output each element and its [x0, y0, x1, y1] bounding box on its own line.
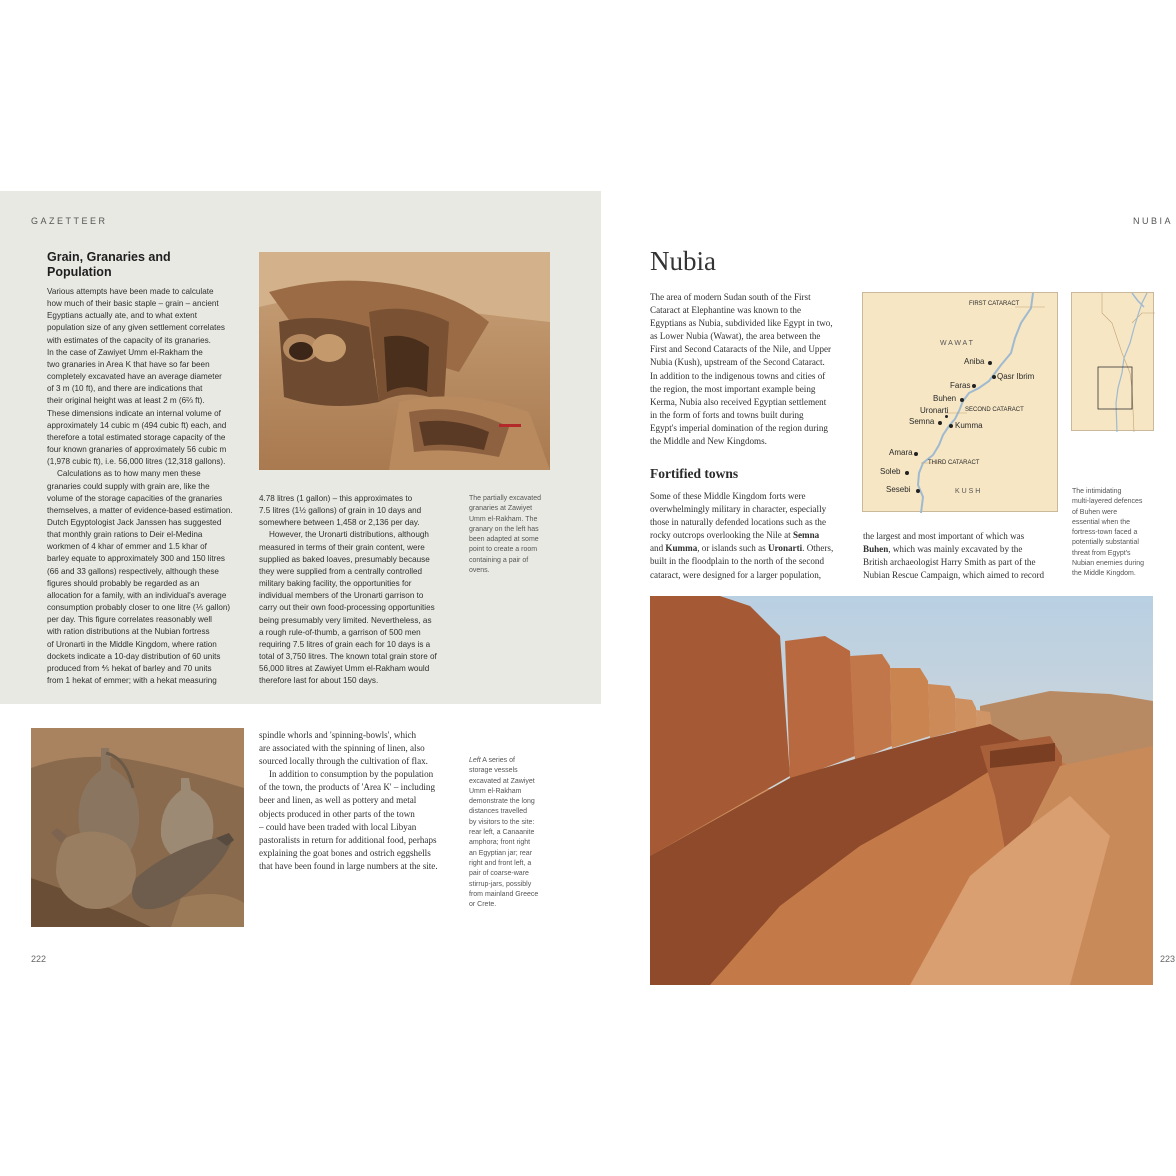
text-line: supplied as baked loaves, presumably because — [259, 554, 430, 564]
caption-line: point to create a room — [469, 546, 538, 554]
text-line: carry out their own food-processing opportunities — [259, 603, 435, 613]
intro-text — [650, 291, 855, 448]
text-line: in the form of forts and towns built during — [650, 409, 804, 420]
text-line: cataract, were designed for a larger population, — [650, 569, 822, 580]
vessels-photo — [31, 728, 244, 927]
map-dot-sesebi — [916, 489, 920, 493]
caption-line: multi-layered defences — [1072, 498, 1143, 506]
text-line: from 1 hekat of emmer; with a hekat measuring — [47, 676, 217, 685]
place-uronarti: Uronarti — [767, 543, 803, 554]
map-label-first-cataract: FIRST CATARACT — [969, 301, 1020, 307]
caption-line: containing a pair of — [469, 556, 529, 564]
text-line: therefore last for about 150 days. — [259, 676, 379, 686]
text-line: completely excavated have an average diameter — [47, 372, 222, 382]
caption-line: rear left, a Canaanite — [469, 829, 535, 837]
body-col-left — [259, 729, 464, 873]
caption-line: the Middle Kingdom. — [1072, 570, 1136, 578]
locator-map — [1071, 292, 1154, 431]
caption-line: from mainland Greece — [469, 890, 539, 898]
text-line: spindle whorls and 'spinning-bowls', which — [259, 730, 417, 740]
text-line: Nubia (Kush), upstream of the Second Cataract. — [650, 357, 825, 368]
caption-line: potentially substantial — [1072, 539, 1139, 547]
text-line: being presumably very limited. Nevertheless, as — [259, 615, 432, 625]
sidebar-title — [47, 250, 171, 280]
caption-line: distances travelled — [469, 808, 527, 816]
map-dot-qasr-ibrim — [992, 375, 996, 379]
text-line: how much of their basic staple – grain – ancient — [47, 299, 219, 309]
text-line: Nubian Rescue Campaign, which aimed to record — [863, 570, 1045, 581]
running-head-right: NUBIA — [1133, 216, 1174, 226]
map-dot-kumma — [949, 424, 953, 428]
sidebar-title-line1: Grain, Granaries and — [47, 250, 171, 264]
text-line: However, the Uronarti distributions, although — [269, 530, 429, 540]
text-line: Some of these Middle Kingdom forts were — [650, 491, 806, 501]
text-line: In addition to consumption by the population — [269, 769, 434, 780]
text-line: volume of the storage capacities of the granaries — [47, 493, 223, 503]
caption-line: Nubian enemies during — [1072, 560, 1144, 568]
caption-line — [469, 756, 564, 766]
map-label-kumma: Kumma — [955, 421, 983, 430]
chapter-title: Nubia — [650, 246, 716, 276]
text-line: explaining the goat bones and ostrich eggshells — [259, 847, 431, 858]
map-dot-semna — [938, 421, 942, 425]
map-dot-amara — [914, 452, 918, 456]
text-line: 7.5 litres (1½ gallons) of grain in 10 days and — [259, 506, 422, 516]
text-line: overwhelmingly military in character, especially — [650, 504, 827, 515]
text-line: of 3 m (10 ft), and there are indications that — [47, 384, 203, 394]
sidebar-col1 — [47, 286, 252, 687]
text-line: sourced locally through the cultivation of flax. — [259, 756, 428, 767]
text-line: the largest and most important of which was — [863, 531, 1025, 541]
map-dot-uronarti — [945, 415, 948, 418]
map-dot-soleb — [905, 471, 909, 475]
caption-line: pair of coarse-ware — [469, 870, 529, 878]
text-line: Cataract at Elephantine was known to the — [650, 305, 802, 316]
caption-line: amphora; front right — [469, 839, 531, 847]
fortified-col2 — [863, 530, 1068, 582]
text-line: In addition to the indigenous towns and cities of — [650, 370, 826, 381]
caption-line: storage vessels — [469, 767, 518, 775]
text-line: of Uronarti in the Middle Kingdom, where ration — [47, 639, 217, 649]
caption-line: an Egyptian jar; rear — [469, 849, 533, 857]
text-line: those in naturally defended locations such as the — [650, 517, 827, 528]
caption-line: The intimidating — [1072, 488, 1122, 495]
text-line: Various attempts have been made to calculate — [47, 287, 214, 296]
text-line: pastoralists in return for additional food, perhaps — [259, 834, 437, 845]
text-line: 56,000 litres at Zawiyet Umm el-Rakham would — [259, 664, 430, 674]
text-part: . Others, — [802, 543, 834, 554]
text-line: with estimates of the capacity of its granaries. — [47, 335, 211, 345]
caption-text: A series of — [482, 757, 515, 764]
place-kumma: Kumma — [665, 543, 698, 554]
text-line: two granaries in Area K that have so far been — [47, 359, 210, 369]
buhen-fortress-photo — [650, 596, 1153, 985]
running-head-left: GAZETTEER — [31, 216, 108, 226]
text-line: dockets indicate a 10-day distribution of 60 units — [47, 651, 221, 661]
map-label-qasr-ibrim: Qasr Ibrim — [997, 372, 1035, 381]
text-part: , or islands such as — [697, 543, 768, 554]
text-line: workmen of 4 khar of emmer and 1.5 khar of — [47, 542, 207, 552]
text-part: , which was mainly excavated by the — [888, 544, 1023, 555]
text-line: with ration distributions at the Nubian fortress — [47, 627, 210, 637]
granaries-photo — [259, 252, 550, 470]
caption-line: by visitors to the site: — [469, 818, 535, 826]
text-line: Egyptians actually ate, and to what extent — [47, 311, 197, 321]
caption-line: Umm el-Rakham. The — [469, 515, 538, 523]
section-title: Fortified towns — [650, 466, 739, 481]
text-line: Dutch Egyptologist Jack Janssen has suggested — [47, 517, 222, 527]
text-line: Egyptians as Nubia, subdivided like Egypt in two, — [650, 318, 833, 329]
text-line: These dimensions indicate an internal volume of — [47, 408, 221, 418]
text-line: British archaeologist Harry Smith as part of the — [863, 557, 1036, 568]
caption-line: threat from Egypt's — [1072, 549, 1131, 557]
text-line: barley equate to approximately 300 and 150 litres — [47, 554, 225, 564]
fortified-col1 — [650, 490, 855, 582]
locator-map-shape — [1072, 293, 1155, 432]
text-line: they were supplied from a centrally controlled — [259, 566, 423, 576]
map-label-faras: Faras — [950, 381, 971, 390]
map-dot-faras — [972, 384, 976, 388]
text-line: Egypt's imperial domination of the region during — [650, 422, 828, 433]
map-label-wawat: W A W A T — [940, 340, 973, 347]
text-line: objects produced in other parts of the town — [259, 808, 415, 819]
text-line — [650, 542, 855, 555]
text-line: In the case of Zawiyet Umm el-Rakham the — [47, 347, 203, 357]
text-line: consumption probably closer to one litre (⅕ gallon) — [47, 603, 231, 613]
buhen-caption — [1072, 487, 1172, 580]
text-line: their original height was at least 2 m (6⅔ ft). — [47, 396, 205, 406]
text-line: (66 and 33 gallons) respectively, although these — [47, 566, 219, 576]
text-line: per day. This figure correlates reasonably well — [47, 615, 212, 625]
caption-line: right and front left, a — [469, 859, 532, 867]
text-line: The area of modern Sudan south of the First — [650, 292, 811, 302]
text-line: the Middle and New Kingdoms. — [650, 436, 767, 447]
text-line: produced from ⅘ hekat of barley and 70 units — [47, 663, 212, 673]
map-label-soleb: Soleb — [880, 467, 901, 476]
place-buhen: Buhen — [863, 544, 889, 555]
text-line: therefore a total estimated storage capacity of the — [47, 432, 226, 442]
text-line: – could have been traded with local Libyan — [259, 821, 417, 832]
text-line — [650, 529, 855, 542]
map-label-aniba: Aniba — [964, 357, 985, 366]
vessels-caption — [469, 756, 564, 910]
text-line: as Lower Nubia (Wawat), the area between the — [650, 331, 821, 342]
text-line: four known granaries of approximately 56 cubic m — [47, 445, 227, 455]
map-label-amara: Amara — [889, 448, 913, 457]
text-line: figures should probably be regarded as an — [47, 578, 200, 588]
text-line: individual members of the Uronarti garrison to — [259, 591, 424, 601]
text-part: and — [650, 543, 666, 554]
text-line: themselves, a matter of evidence-based estimation. — [47, 505, 233, 515]
caption-line: granary on the left has — [469, 525, 539, 533]
river-nile — [863, 293, 1059, 513]
caption-line: fortress-town faced a — [1072, 529, 1138, 537]
text-line: that have been found in large numbers at the site. — [259, 860, 438, 871]
text-line: built in the floodplain to the north of the second — [650, 556, 825, 567]
caption-line: or Crete. — [469, 901, 497, 909]
text-line: Kerma, Nubia also received Egyptian settlement — [650, 396, 827, 407]
caption-line: of Buhen were — [1072, 508, 1118, 516]
text-line: of the town, the products of 'Area K' – including — [259, 782, 436, 793]
map-dot-buhen — [960, 398, 964, 402]
text-line: allocation for a family, with an individual's average — [47, 590, 227, 600]
caption-line: Umm el-Rakham — [469, 787, 522, 795]
text-line: somewhere between 1,458 or 2,136 per day. — [259, 518, 420, 528]
text-line: a rough rule-of-thumb, a garrison of 500 men — [259, 627, 421, 637]
caption-line: demonstrate the long — [469, 798, 535, 806]
text-line: are associated with the spinning of linen, also — [259, 743, 425, 754]
text-line: that monthly grain rations to Deir el-Medina — [47, 530, 203, 540]
map-label-third-cataract: THIRD CATARACT — [928, 460, 980, 466]
text-line: population size of any given settlement correlates — [47, 323, 225, 333]
map-label-second-cataract: SECOND CATARACT — [965, 407, 1024, 413]
caption-line: granaries at Zawiyet — [469, 505, 533, 513]
text-line: measured in terms of their grain content, were — [259, 542, 425, 552]
text-line: (1,978 cubic ft), i.e. 56,000 litres (12,318 gallons). — [47, 457, 226, 467]
caption-line: been adapted at some — [469, 536, 539, 544]
caption-line: ovens. — [469, 567, 490, 575]
text-line: approximately 14 cubic m (494 cubic ft) each, and — [47, 420, 227, 430]
nubia-map — [862, 292, 1058, 512]
map-dot-aniba — [988, 361, 992, 365]
caption-line: excavated at Zawiyet — [469, 777, 535, 785]
caption-line: The partially excavated — [469, 495, 541, 502]
text-part: rocky outcrops overlooking the Nile at — [650, 530, 793, 541]
text-line: total of 3,750 litres. The known total grain store of — [259, 652, 437, 662]
text-line: military baking facility, the opportunities for — [259, 579, 412, 589]
caption-line: stirrup-jars, possibly — [469, 880, 532, 888]
map-label-uronarti: Uronarti — [920, 406, 949, 415]
map-label-kush: K U S H — [955, 488, 981, 495]
text-line — [863, 543, 1068, 556]
sidebar-col2 — [259, 493, 464, 688]
sidebar-title-line2: Population — [47, 265, 112, 279]
map-label-semna: Semna — [909, 417, 935, 426]
place-semna: Semna — [792, 530, 820, 541]
text-line: requiring 7.5 litres of grain each for 10 days is a — [259, 639, 431, 649]
text-line: beer and linen, as well as pottery and metal — [259, 795, 417, 806]
granaries-caption — [469, 494, 564, 576]
page-number-right: 223 — [1160, 954, 1176, 964]
map-label-sesebi: Sesebi — [886, 485, 911, 494]
text-line: Calculations as to how many men these — [57, 469, 201, 479]
text-line: granaries could supply with grain are, like the — [47, 481, 210, 491]
text-line: First and Second Cataracts of the Nile, and Upper — [650, 344, 832, 355]
text-line: the region, the most important example being — [650, 383, 816, 394]
text-line: 4.78 litres (1 gallon) – this approximates to — [259, 494, 413, 503]
caption-lead: Left — [469, 757, 481, 764]
map-label-buhen: Buhen — [933, 394, 957, 403]
caption-line: essential when the — [1072, 518, 1130, 526]
page-number-left: 222 — [31, 954, 47, 964]
